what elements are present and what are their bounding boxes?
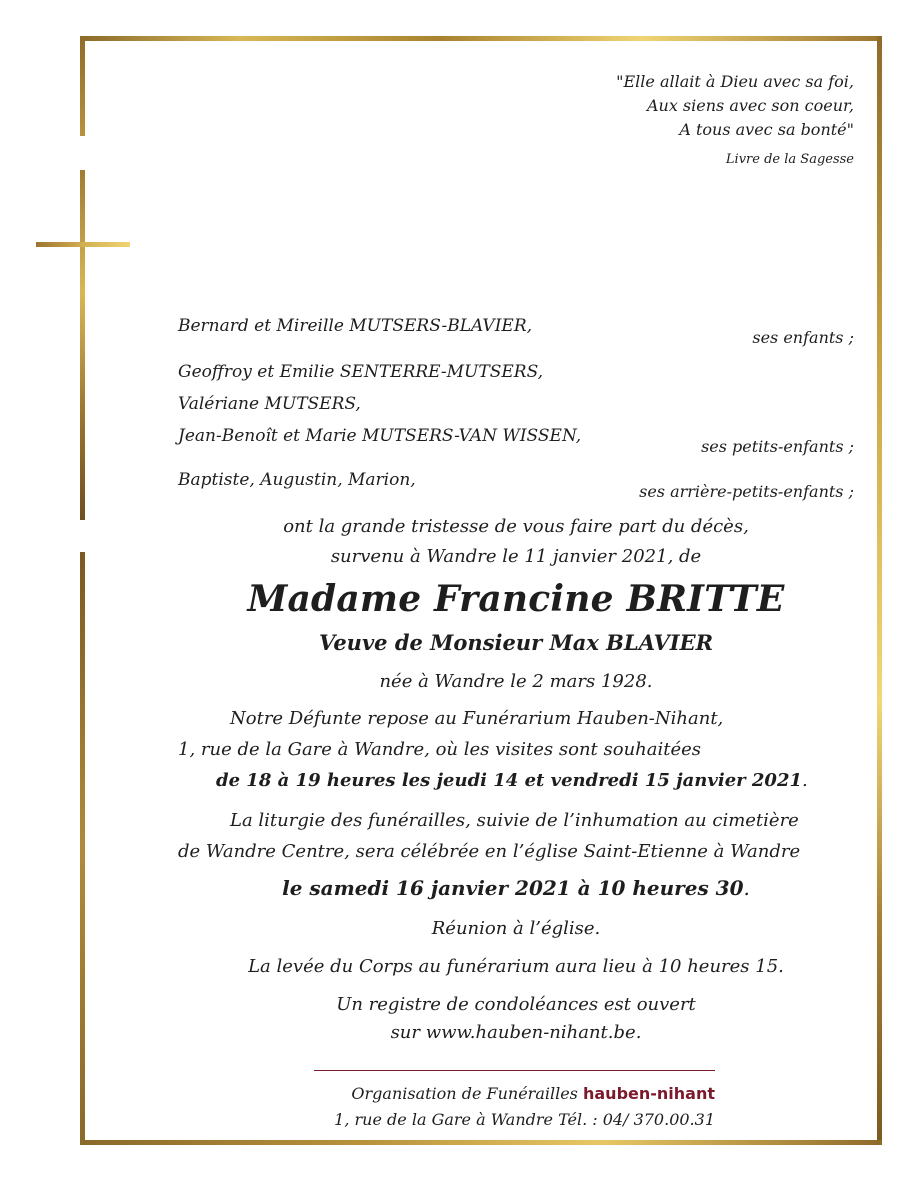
frame-top-border [80, 36, 882, 41]
great-grandchildren-names: Baptiste, Augustin, Marion, [178, 470, 416, 490]
frame-left-border-lower [80, 552, 85, 1145]
cross-icon-horizontal [36, 242, 130, 247]
quote-line: Aux siens avec son coeur, [646, 96, 854, 115]
cross-icon-vertical [80, 170, 85, 520]
visits-line: 1, rue de la Gare à Wandre, où les visites sont souhaitées [178, 739, 702, 760]
grandchild-name: Geoffroy et Emilie SENTERRE-MUTSERS, [178, 362, 544, 382]
frame-left-border-upper [80, 36, 85, 136]
levee-info: La levée du Corps au funérarium aura lieu à 10 heures 15. [248, 956, 784, 977]
funeral-time-end: . [743, 876, 750, 900]
quote-line: A tous avec sa bonté" [679, 120, 854, 139]
great-grandchildren-relation: ses arrière-petits-enfants ; [639, 482, 854, 501]
frame-right-border [877, 36, 882, 1145]
widow-of: Veuve de Monsieur Max BLAVIER [318, 630, 714, 655]
liturgy-line: La liturgie des funérailles, suivie de l’inhumation au cimetière [230, 810, 799, 831]
footer-address: 1, rue de la Gare à Wandre Tél. : 04/ 370.00.31 [334, 1110, 715, 1129]
children-relation: ses enfants ; [752, 328, 854, 347]
register-line: Un registre de condoléances est ouvert [336, 994, 696, 1015]
footer-divider [314, 1070, 715, 1071]
children-names: Bernard et Mireille MUTSERS-BLAVIER, [178, 316, 533, 336]
visits-times-bold: de 18 à 19 heures les jeudi 14 et vendredi 15 janvier 2021 [216, 770, 802, 791]
quote-source: Livre de la Sagesse [725, 152, 854, 167]
deceased-name: Madame Francine BRITTE [247, 578, 785, 620]
frame-bottom-border [80, 1140, 882, 1145]
announcement-line: ont la grande tristesse de vous faire part du décès, [283, 516, 749, 537]
quote [616, 70, 854, 142]
birth-info: née à Wandre le 2 mars 1928. [379, 671, 653, 692]
grandchildren-relation: ses petits-enfants ; [701, 437, 854, 456]
funeral-time [178, 876, 854, 900]
announcement-line: survenu à Wandre le 11 janvier 2021, de [330, 546, 702, 567]
grandchild-name: Valériane MUTSERS, [178, 394, 361, 414]
brand-logo: hauben-nihant [582, 1084, 715, 1103]
footer-org-label: Organisation de Funérailles [351, 1084, 578, 1103]
funeral-time-bold: le samedi 16 janvier 2021 à 10 heures 30 [282, 876, 744, 900]
meeting-info: Réunion à l’église. [431, 918, 601, 939]
visits-times-end: . [802, 770, 808, 791]
liturgy-line: de Wandre Centre, sera célébrée en l’église Saint-Etienne à Wandre [178, 841, 801, 862]
footer-organisation [314, 1084, 715, 1103]
visits-times [216, 770, 808, 791]
grandchild-name: Jean-Benoît et Marie MUTSERS-VAN WISSEN, [178, 426, 582, 446]
visits-line: Notre Défunte repose au Funérarium Hauben-Nihant, [230, 708, 724, 729]
quote-line: "Elle allait à Dieu avec sa foi, [616, 72, 854, 91]
register-url[interactable]: sur www.hauben-nihant.be. [390, 1022, 642, 1043]
